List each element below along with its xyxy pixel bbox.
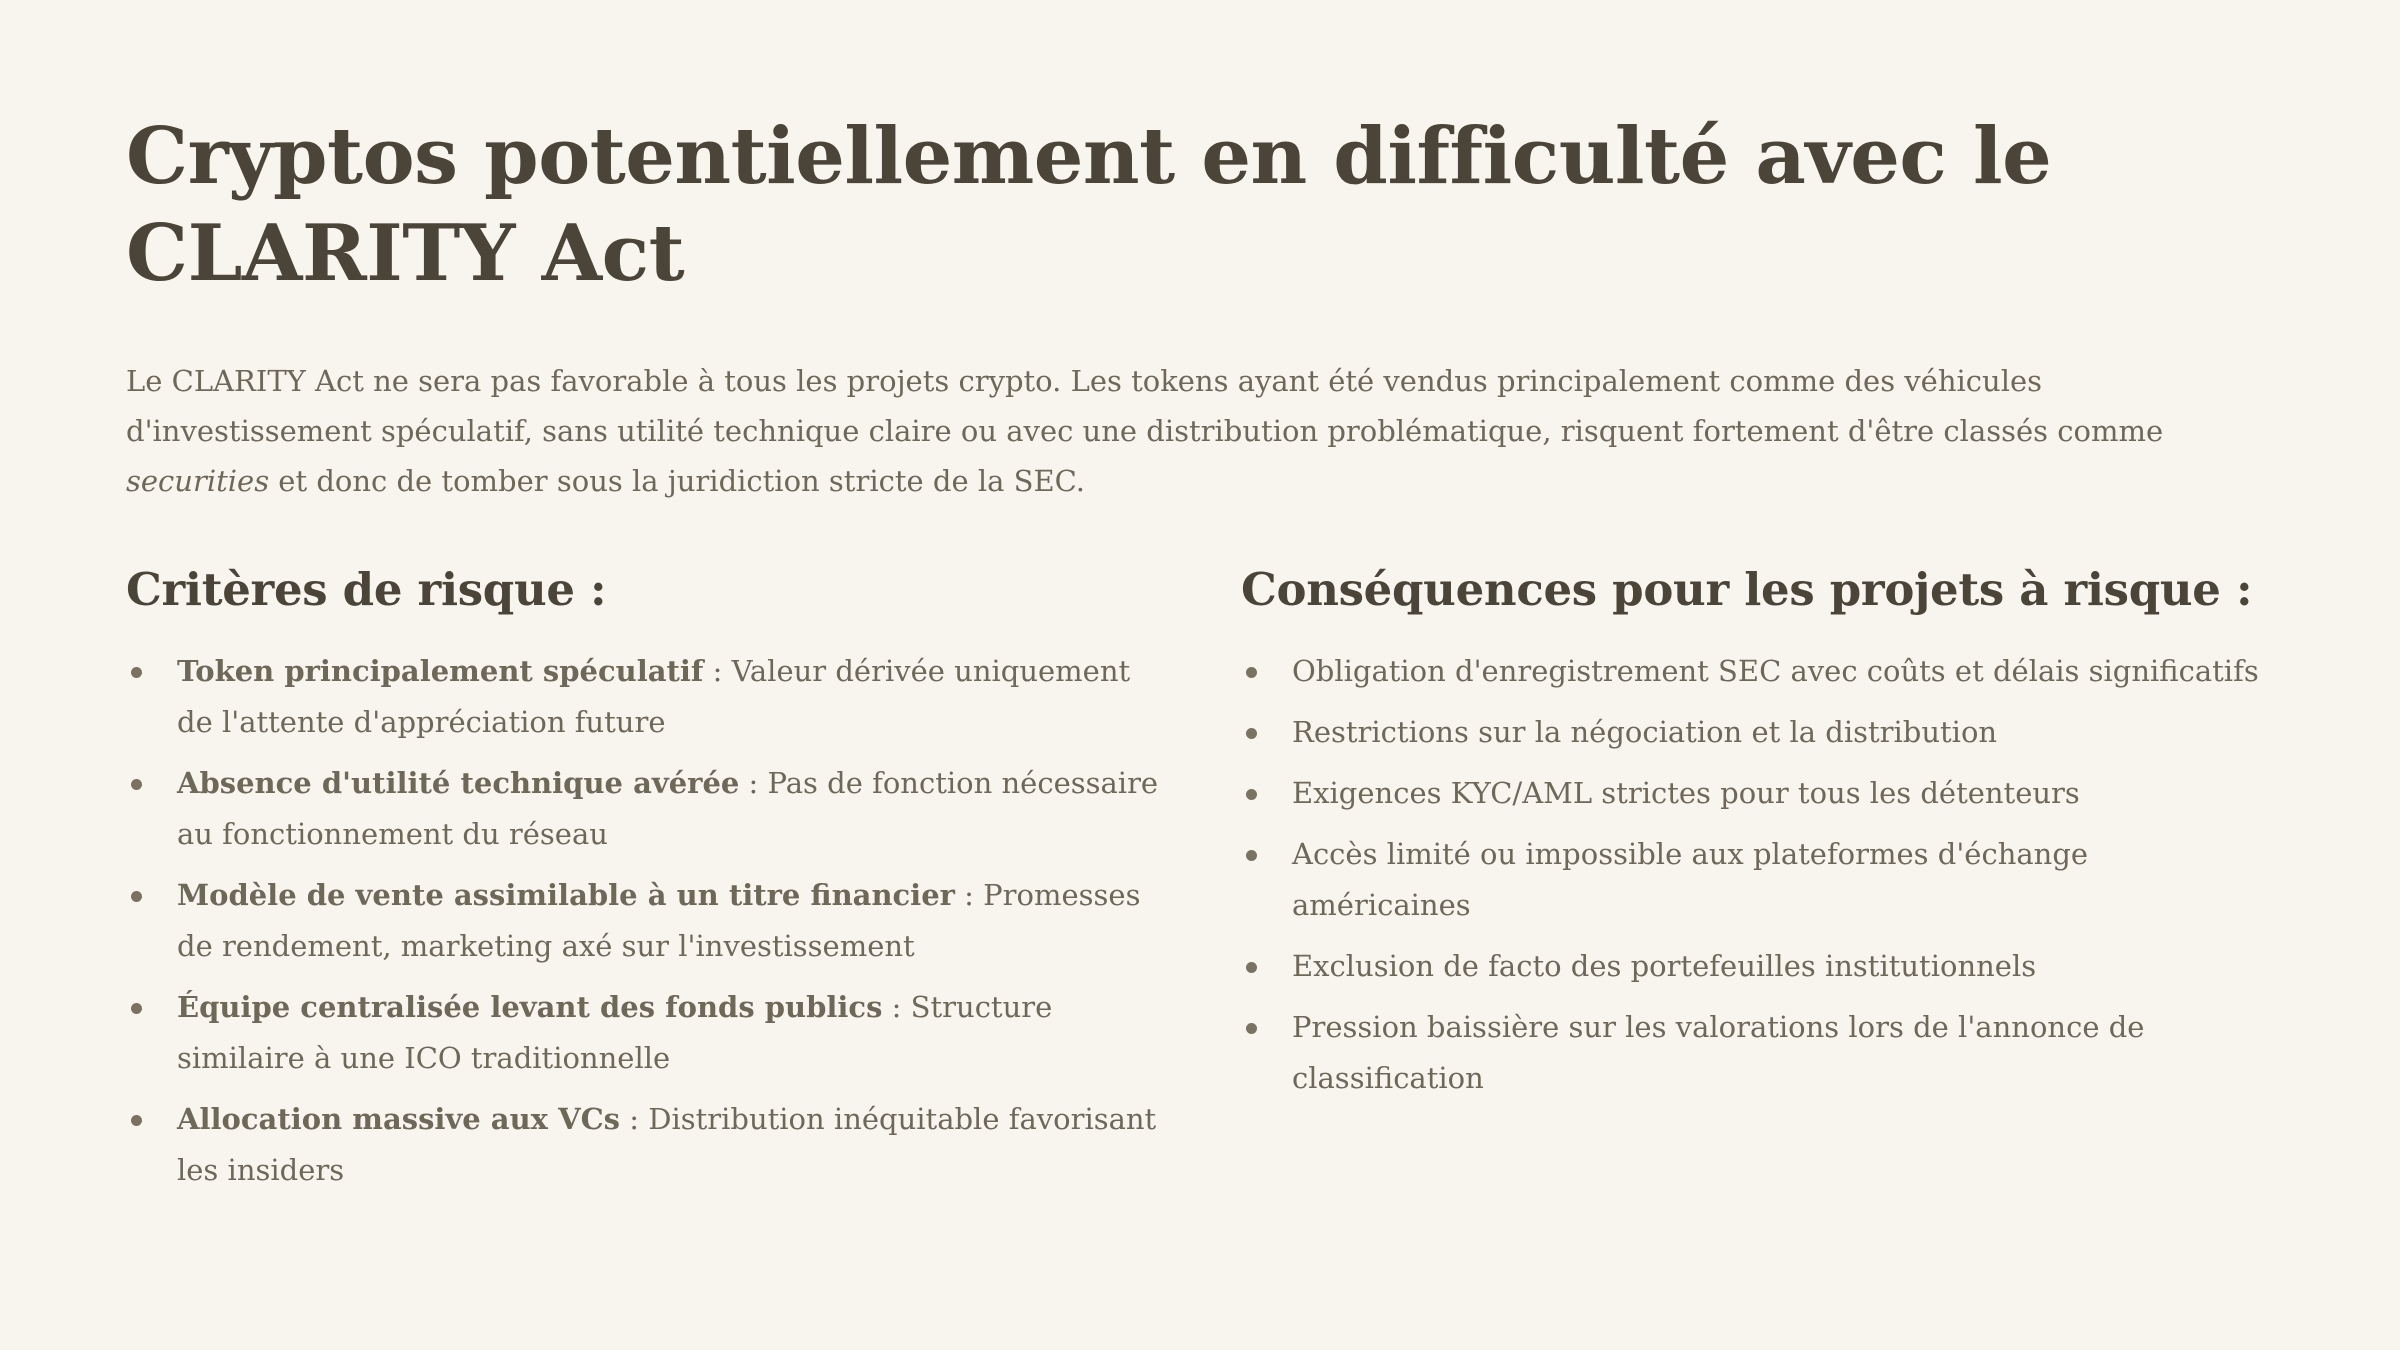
risk-criteria-item — [126, 870, 1166, 972]
risk-criteria-term: Token principalement spéculatif — [177, 654, 704, 688]
risk-criteria-heading: Critères de risque : — [126, 563, 607, 616]
bullet-icon — [131, 891, 142, 902]
bullet-icon — [1246, 962, 1257, 973]
bullet-icon — [131, 667, 142, 678]
risk-criteria-term: Modèle de vente assimilable à un titre financier — [177, 878, 955, 912]
consequence-text: Obligation d'enregistrement SEC avec coûts et délais significatifs — [1292, 654, 2259, 688]
consequence-text: Restrictions sur la négociation et la distribution — [1292, 715, 1998, 749]
consequence-item — [1241, 707, 2271, 758]
consequence-text: Exclusion de facto des portefeuilles institutionnels — [1292, 949, 2037, 983]
bullet-icon — [1246, 1023, 1257, 1034]
risk-criteria-item — [126, 646, 1166, 748]
bullet-icon — [131, 1003, 142, 1014]
risk-criteria-item — [126, 1094, 1166, 1196]
consequence-text: Pression baissière sur les valorations lors de l'annonce de classification — [1292, 1010, 2145, 1095]
consequence-item — [1241, 646, 2271, 697]
consequence-item — [1241, 1002, 2271, 1104]
risk-criteria-term: Allocation massive aux VCs — [177, 1102, 620, 1136]
intro-paragraph — [126, 356, 2276, 506]
bullet-icon — [131, 779, 142, 790]
risk-criteria-desc: : Distribution inéquitable favorisant les insiders — [177, 1102, 1157, 1187]
consequences-list — [1241, 646, 2271, 1104]
consequences-column — [1241, 562, 2271, 1206]
risk-criteria-term: Absence d'utilité technique avérée — [177, 766, 740, 800]
risk-criteria-term: Équipe centralisée levant des fonds publics — [177, 990, 883, 1024]
risk-criteria-column — [126, 562, 1166, 1206]
two-column-section — [126, 562, 2274, 1206]
risk-criteria-item — [126, 982, 1166, 1084]
consequences-heading: Conséquences pour les projets à risque : — [1241, 563, 2253, 616]
risk-criteria-desc: : Structure similaire à une ICO traditionnelle — [177, 990, 1053, 1075]
bullet-icon — [1246, 667, 1257, 678]
consequence-item — [1241, 768, 2271, 819]
consequence-item — [1241, 941, 2271, 992]
intro-emphasis: securities — [126, 464, 270, 498]
consequence-text: Accès limité ou impossible aux plateformes d'échange américaines — [1292, 837, 2089, 922]
risk-criteria-desc: : Promesses de rendement, marketing axé sur l'investissement — [177, 878, 1141, 963]
bullet-icon — [1246, 789, 1257, 800]
intro-text-end: et donc de tomber sous la juridiction stricte de la SEC. — [269, 464, 1086, 498]
bullet-icon — [1246, 850, 1257, 861]
consequence-item — [1241, 829, 2271, 931]
bullet-icon — [1246, 728, 1257, 739]
page-title: Cryptos potentiellement en difficulté avec le CLARITY Act — [126, 111, 2052, 299]
bullet-icon — [131, 1115, 142, 1126]
risk-criteria-desc: : Pas de fonction nécessaire au fonctionnement du réseau — [177, 766, 1159, 851]
risk-criteria-desc: : Valeur dérivée uniquement de l'attente d'appréciation future — [177, 654, 1131, 739]
intro-text-start: Le CLARITY Act ne sera pas favorable à tous les projets crypto. Les tokens ayant été vendus principalement comme des véhicules d'investissement spéculatif, sans utilité technique claire ou avec une distribution problématique, risquent fortement d'être classés comme — [126, 364, 2164, 448]
consequence-text: Exigences KYC/AML strictes pour tous les détenteurs — [1292, 776, 2080, 810]
risk-criteria-list — [126, 646, 1166, 1196]
risk-criteria-item — [126, 758, 1166, 860]
